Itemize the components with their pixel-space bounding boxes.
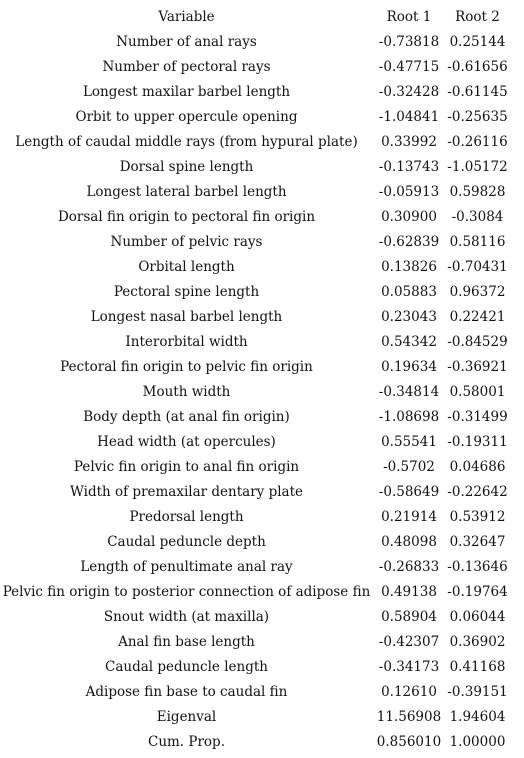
table-row [0,330,524,355]
root1-cell: 0.49138 [381,584,437,600]
table-row [0,505,524,530]
variable-cell: Pectoral spine length [113,284,260,300]
variable-cell: Head width (at opercules) [97,434,276,450]
root2-cell: 0.32647 [449,534,506,550]
header-root1: Root 1 [386,9,432,25]
header-root2: Root 2 [455,9,500,25]
variable-cell: Dorsal spine length [119,159,254,175]
root1-cell: -0.32428 [378,84,440,100]
table-row [0,130,524,155]
variable-cell: Pelvic fin origin to anal fin origin [73,459,300,475]
variable-cell: Width of premaxilar dentary plate [70,484,303,500]
root1-cell: 0.55541 [381,434,437,450]
root1-cell: -0.05913 [378,184,440,200]
root1-cell: 0.13826 [381,259,437,275]
root1-cell: 0.30900 [381,209,437,225]
root1-cell: -1.04841 [378,109,440,125]
variable-cell: Longest lateral barbel length [86,184,287,200]
variable-cell: Longest maxilar barbel length [82,84,291,100]
root1-cell: -0.5702 [383,459,435,475]
table-row [0,305,524,330]
variable-cell: Longest nasal barbel length [90,309,283,325]
table-row [0,555,524,580]
root2-cell: -0.19311 [447,434,508,450]
variable-cell: Body depth (at anal fin origin) [83,409,290,425]
table-row [0,280,524,305]
table-row [0,530,524,555]
table-body [0,30,524,755]
root1-cell: 0.856010 [376,734,442,750]
root1-cell: 0.19634 [381,359,437,375]
table-row [0,55,524,80]
root2-cell: 0.41168 [449,659,506,675]
table-row [0,255,524,280]
root2-cell: -0.26116 [447,134,508,150]
table-row [0,480,524,505]
root1-cell: 0.58904 [381,609,437,625]
root2-cell: -1.05172 [447,159,508,175]
root2-cell: -0.61656 [447,59,508,75]
variable-cell: Number of pectoral rays [102,59,271,75]
variable-cell: Pectoral fin origin to pelvic fin origin [60,359,313,375]
variable-cell: Length of caudal middle rays (from hypural plate) [15,134,358,150]
table-row [0,580,524,605]
root2-cell: -0.3084 [451,209,504,225]
root1-cell: 0.05883 [381,284,437,300]
root1-cell: -0.42307 [378,634,440,650]
table-row [0,455,524,480]
root1-cell: -0.58649 [378,484,440,500]
variable-cell: Snout width (at maxilla) [103,609,270,625]
root1-cell: 0.21914 [381,509,437,525]
root1-cell: 0.33992 [381,134,437,150]
table-row [0,655,524,680]
table-row [0,430,524,455]
table-row [0,30,524,55]
variable-cell: Anal fin base length [118,634,255,650]
variable-cell: Number of anal rays [116,34,257,50]
table-row [0,380,524,405]
root2-cell: 0.59828 [449,184,506,200]
root2-cell: -0.84529 [447,334,508,350]
variable-cell: Eigenval [156,709,217,725]
table-row [0,705,524,730]
root1-cell: -0.73818 [378,34,440,50]
root1-cell: 0.23043 [381,309,437,325]
variable-cell: Adipose fin base to caudal fin [85,684,288,700]
root2-cell: -0.70431 [447,259,508,275]
table-row [0,730,524,755]
root2-cell: -0.61145 [447,84,508,100]
table-row [0,355,524,380]
table-row [0,205,524,230]
root1-cell: -0.62839 [378,234,440,250]
table-row [0,605,524,630]
variable-cell: Orbit to upper opercule opening [75,109,298,125]
root1-cell: -0.34173 [378,659,440,675]
table-row [0,80,524,105]
root2-cell: -0.22642 [447,484,508,500]
root1-cell: -0.13743 [378,159,440,175]
root2-cell: 0.22421 [449,309,506,325]
root2-cell: -0.31499 [447,409,508,425]
variable-cell: Caudal peduncle length [105,659,268,675]
root2-cell: -0.39151 [447,684,508,700]
root2-cell: 1.00000 [449,734,506,750]
variable-cell: Cum. Prop. [147,734,225,750]
variable-cell: Length of penultimate anal ray [80,559,293,575]
root1-cell: -1.08698 [378,409,440,425]
root1-cell: -0.34814 [378,384,440,400]
root2-cell: -0.13646 [447,559,508,575]
table-row [0,230,524,255]
variable-cell: Dorsal fin origin to pectoral fin origin [57,209,316,225]
root2-cell: -0.25635 [447,109,508,125]
root2-cell: 0.04686 [449,459,506,475]
root1-cell: -0.47715 [378,59,440,75]
table-row [0,105,524,130]
variable-cell: Number of pelvic rays [110,234,263,250]
variable-cell: Caudal peduncle depth [107,534,266,550]
variable-cell: Mouth width [142,384,231,400]
header-variable: Variable [158,9,215,25]
root2-cell: 1.94604 [449,709,506,725]
root2-cell: -0.36921 [447,359,508,375]
table-row [0,630,524,655]
root2-cell: 0.58001 [449,384,506,400]
root2-cell: 0.25144 [449,34,506,50]
variable-cell: Interorbital width [125,334,248,350]
table-row [0,405,524,430]
root1-cell: 11.56908 [376,709,442,725]
variable-cell: Pelvic fin origin to posterior connection of adipose fin [2,584,371,600]
variable-cell: Predorsal length [129,509,244,525]
root2-cell: 0.53912 [449,509,506,525]
root2-cell: -0.19764 [447,584,508,600]
table-row [0,155,524,180]
root1-cell: 0.12610 [381,684,437,700]
root1-cell: 0.48098 [381,534,437,550]
variable-cell: Orbital length [138,259,235,275]
root2-cell: 0.58116 [449,234,506,250]
root1-cell: 0.54342 [381,334,437,350]
table-header-row [0,5,524,30]
root2-cell: 0.96372 [449,284,506,300]
root2-cell: 0.06044 [449,609,506,625]
root2-cell: 0.36902 [449,634,506,650]
table-row [0,180,524,205]
root1-cell: -0.26833 [378,559,440,575]
table-row [0,680,524,705]
